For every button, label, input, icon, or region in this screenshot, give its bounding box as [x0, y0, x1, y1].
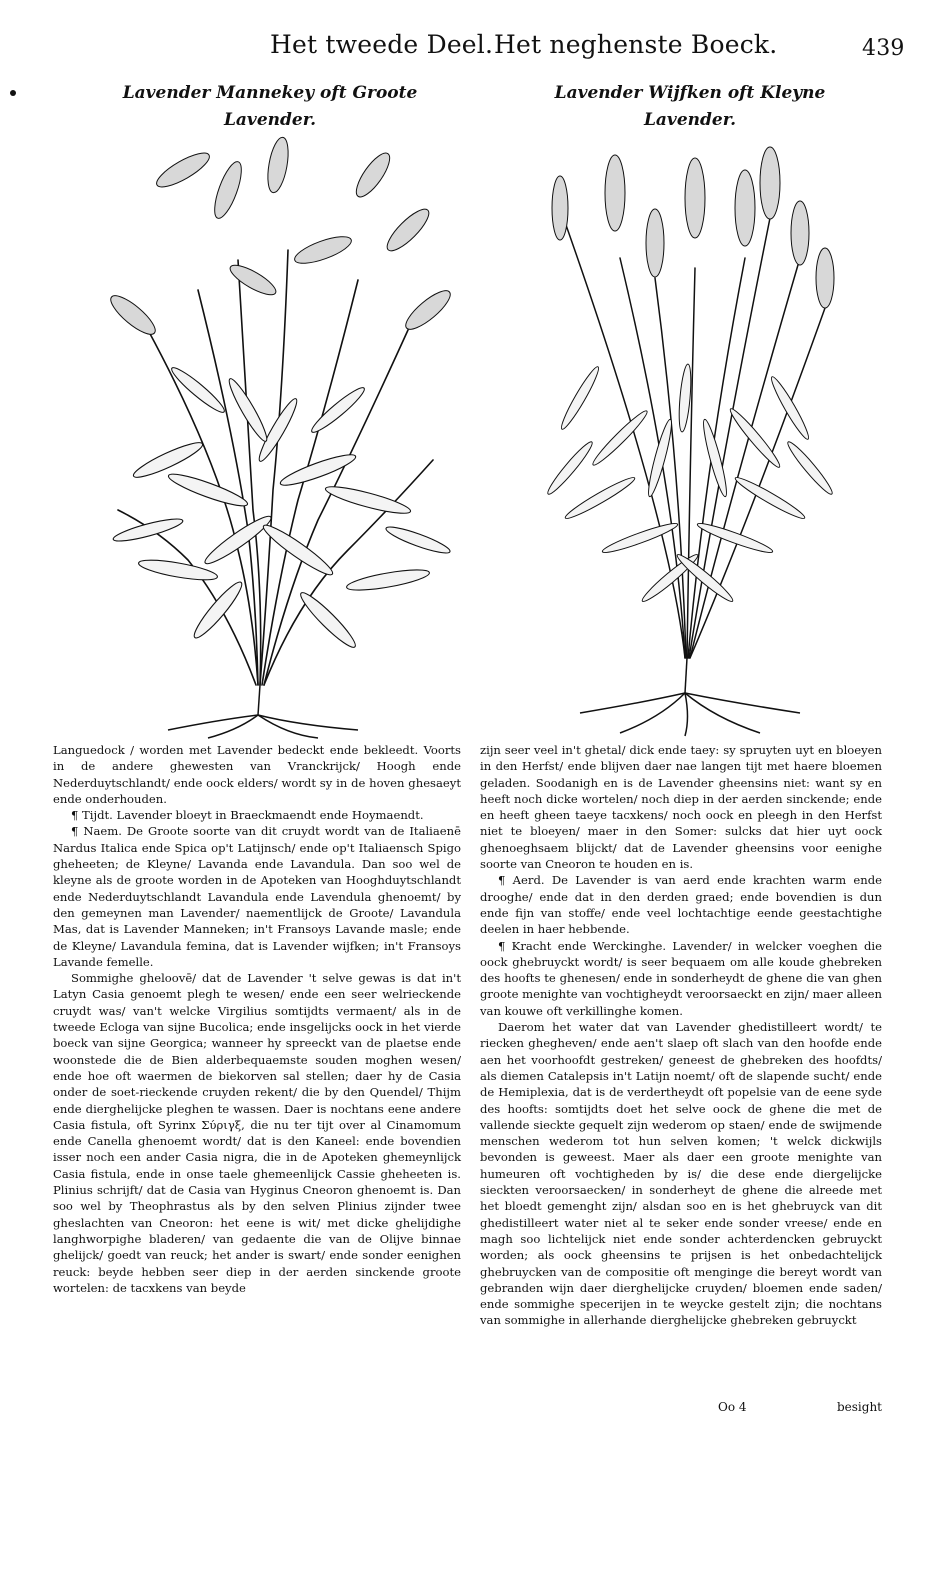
text-column-left [53, 742, 461, 1296]
paragraph-naem: ¶ Naem. De Groote soorte van dit cruydt wordt van de Italiaenē Nardus Italica ende Spica op't Latijnsch/ ende op't Italiaensch Spigo gheheeten; de Kleyne/ Lavanda ende Lavandula. Dan soo wel de kleyne als de groote worden in de Apoteken van Hooghduytschlandt ende Nederduytschlandt Lavandula ende Lavendula ghenoemt/ by den gemeynen man Lavender/ naementlijck de Groote/ Lavandula Mas, dat is Lavender Manneken; in't Fransoys Lavande masle; ende de Kleyne/ Lavandula femina, dat is Lavender wijfken; in't Fransoys Lavande femelle. [53, 824, 461, 969]
paragraph: Sommighe gheloovē/ dat de Lavender 't selve gewas is dat in't Latyn Casia genoemt plegh te wesen/ ende een seer welrieckende cruydt was/ van't welcke Virgilius somtijdts vermaent/ als in de tweede Ecloga van sijne Bucolica; ende insgelijcks oock in het vierde boeck van sijne Georgica; wanneer hy spreeckt van de plaetse ende woonstede die de Bien alderbequaemste souden moghen wesen/ ende hoe oft waermen de biekorven sal stellen; daer hy de Casia onder de soet-rieckende cruyden rekent/ die by den Quendel/ Thijm ende dierghelijcke pleghen te wassen. Daer is nochtans eene andere Casia fistula, oft Syrinx Σύριγξ, die nu ter tijt over al Cinamomum ende Canella ghenoemt wordt/ dat is den Kaneel: ende bovendien isser noch een ander Casia nigra, die in de Apoteken ghemeynlijck Casia fistula, ende in onse taele ghemeenlijck Cassie gheheeten is. Plinius schrijft/ dat de Casia van Hyginus Cneoron ghenoemt is. Dan soo wel by Theophrastus als by den selven Plinius zijnder twee gheslachten van Cneoron: het eene is wit/ met dicke ghelijdighe langhworpighe bladeren/ van gedaente die van de Olijve binnae ghelijck/ goedt van reuck; het ander is swart/ ende sonder eenighen reuck: beyde hebben seer diep in der aerden sinckende groote wortelen: de tacxkens van beyde [53, 971, 461, 1295]
paragraph: Daerom het water dat van Lavender ghedistilleert wordt/ te riecken ghegheven/ ende aen't slaep oft slach van den hoofde ende aen het voorhoofdt gestreken/ geneest de ghebreken des hoofdts/ als diemen Catalepsis in't Latijn noemt/ oft de slapende sucht/ ende de Hemiplexia, dat is de verdertheydt oft popelsie van de eene syde des hoofts: somtijdts doet het selve oock de ghene die met de vallende sieckte gequelt zijn wederom op staen/ ende de swijmende menschen wederom tot hun selven komen; 't welck dickwijls bevonden is geweest. Maer als daer een groote menighte van humeuren oft vochtigheden by is/ die dese ende diergelijcke sieckten veroorsaecken/ in sonderheyt de ghene die alreede met het bloedt gemenght zijn/ alsdan soo en is het ghebruyck van dit ghedistilleert water niet al te seker ende sonder vreese/ ende en magh soo lichtelijck niet ende sonder achterdencken gebruyckt worden; als oock gheensins te prijsen is het onbedachtelijck ghebruycken van de compositie oft menginge die bereyt wordt van gebranden wijn daer dierghelijcke cruyden/ bloemen ende saden/ ende sommighe specerijen in te weycke gestelt zijn; die nochtans van sommighe in allerhande dierghelijcke ghebreken gebruyckt [480, 1020, 882, 1328]
page-footer [480, 1400, 882, 1422]
signature-mark: Oo 4 [718, 1400, 747, 1414]
woodcut-lavender-female [520, 138, 850, 738]
running-head [0, 24, 950, 64]
paragraph: Languedock / worden met Lavender bedeckt ende bekleedt. Voorts in de andere ghewesten van Vranckrijck/ Hoogh ende Nederduytschlandt/ ende oock elders/ wordt sy in de hoven ghesaeyt ende onderhouden. [53, 743, 461, 806]
paragraph-tijdt: ¶ Tijdt. Lavender bloeyt in Braeckmaendt ende Hoymaendt. [71, 808, 424, 823]
paragraph-kracht: ¶ Kracht ende Werckinghe. Lavender/ in welcker voeghen die oock ghebruyckt wordt/ is seer bequaem om alle koude ghebreken des hoofts te ghenesen/ ende in sonderheydt de ghene die van ghen groote menighte van vochtigheydt veroorsaeckt en zijn/ maer alleen van kouwe oft verkillinghe komen. [480, 938, 882, 1018]
roots [168, 685, 358, 738]
paragraph-aerd: ¶ Aerd. De Lavender is van aerd ende krachten warm ende drooghe/ ende dat in den derden graed; ende bovendien is dun ende fijn van stoffe/ ende veel lochtachtige eende geestachtighe deelen in haer hebbende. [480, 873, 882, 937]
catchword: besight [836, 1400, 882, 1414]
text-column-right [480, 742, 882, 1329]
woodcut-lavender-male [88, 130, 468, 740]
page-number: 439 [862, 36, 905, 61]
flower-spikes [106, 136, 455, 340]
roots [580, 658, 800, 736]
running-head-right: Het neghenste Boeck. [494, 30, 778, 59]
figure-caption-left: Lavender Mannekey oft Groote Lavender. [122, 83, 418, 130]
stray-ink-dot [10, 90, 16, 96]
leaves [112, 364, 452, 652]
figure-caption-right: Lavender Wijfken oft Kleyne Lavender. [554, 83, 826, 130]
stems [560, 208, 825, 658]
paragraph: zijn seer veel in't ghetal/ dick ende taey: sy spruyten uyt en bloeyen in den Herfst/ ende blijven daer nae langen tijt met haere bloemen geladen. Soodanigh en is de Lavender gheensins niet: want sy en heeft noch dicke wortelen/ noch diep in der aerden sinckende; ende en heeft gheen taeye tacxkens/ noch oock en pleegh in den Herfst niet te bloeyen/ maer in den Somer: sulcks dat hier uyt oock ghenoeghsaem blijckt/ dat de Lavender gheensins voor eenighe soorte van Cneoron te houden en is. [480, 743, 882, 872]
running-head-left: Het tweede Deel. [270, 30, 494, 59]
